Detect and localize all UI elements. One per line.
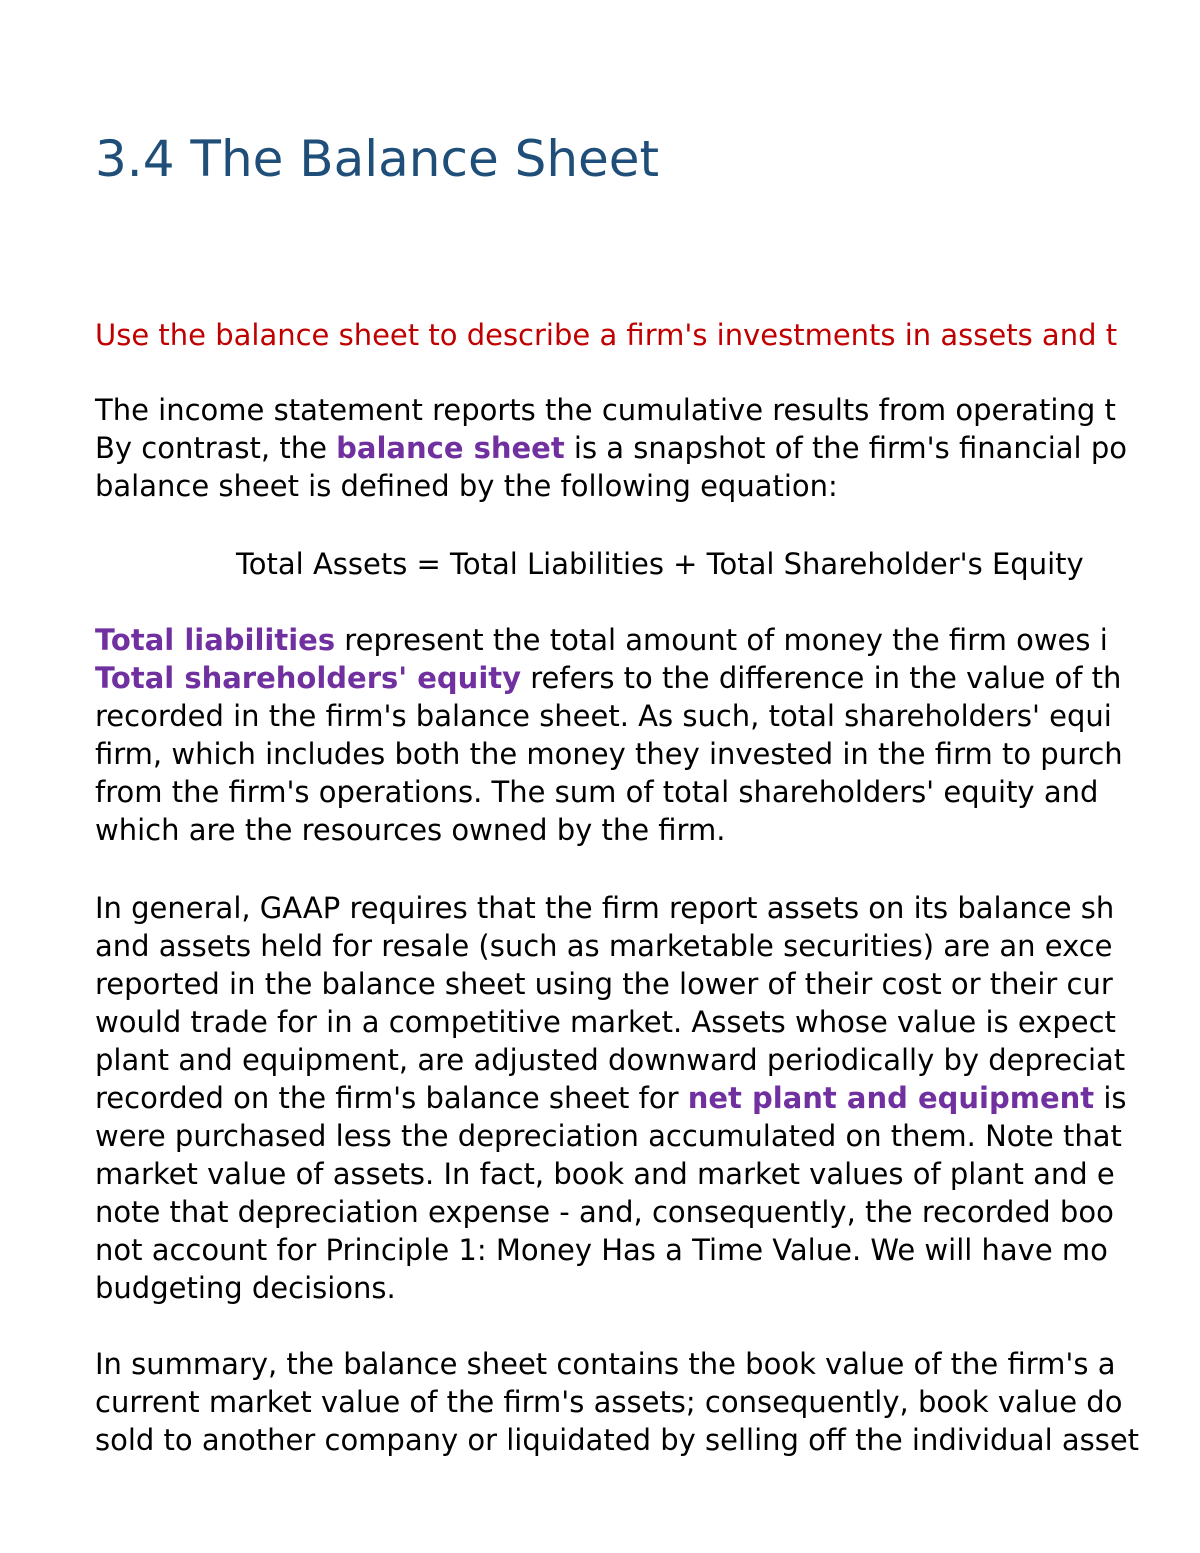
text-span: refers to the difference in the value of th: [521, 661, 1122, 695]
text-line: budgeting decisions.: [95, 1271, 396, 1305]
text-line: In general, GAAP requires that the firm report assets on its balance sh: [95, 891, 1115, 925]
text-line: plant and equipment, are adjusted downward periodically by depreciat: [95, 1043, 1126, 1077]
text-span: is: [1094, 1081, 1127, 1115]
term-balance-sheet: balance sheet: [336, 431, 565, 465]
objective-text: Use the balance sheet to describe a firm's investments in assets and t: [95, 318, 1118, 352]
learning-objective: [95, 316, 1200, 354]
text-line: reported in the balance sheet using the lower of their cost or their cur: [95, 967, 1113, 1001]
text-line: market value of assets. In fact, book and market values of plant and e: [95, 1157, 1115, 1191]
text-line: which are the resources owned by the firm.: [95, 813, 726, 847]
paragraph-gaap: [95, 889, 1200, 1307]
text-line: balance sheet is defined by the following equation:: [95, 469, 838, 503]
text-line: [95, 1079, 1200, 1117]
balance-sheet-equation: Total Assets = Total Liabilities + Total Shareholder's Equity: [236, 547, 1084, 581]
text-line: [95, 429, 1200, 467]
text-line: not account for Principle 1: Money Has a Time Value. We will have mo: [95, 1233, 1108, 1267]
text-line: In summary, the balance sheet contains the book value of the firm's a: [95, 1347, 1116, 1381]
text-span: By contrast, the: [95, 431, 337, 465]
text-line: current market value of the firm's assets; consequently, book value do: [95, 1385, 1123, 1419]
term-total-shareholders-equity: Total shareholders' equity: [95, 661, 522, 695]
text-line: were purchased less the depreciation accumulated on them. Note that: [95, 1119, 1122, 1153]
text-line-cut-off: sold to another company or liquidated by selling off the individual asset: [95, 1423, 1140, 1457]
text-line: and assets held for resale (such as marketable securities) are an exce: [95, 929, 1113, 963]
text-line: from the firm's operations. The sum of total shareholders' equity and: [95, 775, 1099, 809]
text-span: is a snapshot of the firm's financial po: [564, 431, 1127, 465]
text-line: [95, 621, 1200, 659]
paragraph-liabilities-equity: [95, 621, 1200, 849]
text-line: [95, 659, 1200, 697]
text-span: recorded on the firm's balance sheet for: [95, 1081, 688, 1115]
text-line: firm, which includes both the money they invested in the firm to purch: [95, 737, 1123, 771]
text-line: recorded in the firm's balance sheet. As such, total shareholders' equi: [95, 699, 1112, 733]
term-total-liabilities: Total liabilities: [95, 623, 336, 657]
paragraph-intro: [95, 391, 1200, 505]
text-line: The income statement reports the cumulative results from operating t: [95, 393, 1116, 427]
text-line: note that depreciation expense - and, consequently, the recorded boo: [95, 1195, 1114, 1229]
text-line: would trade for in a competitive market. Assets whose value is expect: [95, 1005, 1116, 1039]
term-net-plant-and-equipment: net plant and equipment: [687, 1081, 1095, 1115]
text-span: represent the total amount of money the firm owes i: [335, 623, 1108, 657]
paragraph-summary: [95, 1345, 1200, 1457]
page-title: 3.4 The Balance Sheet: [95, 130, 660, 188]
